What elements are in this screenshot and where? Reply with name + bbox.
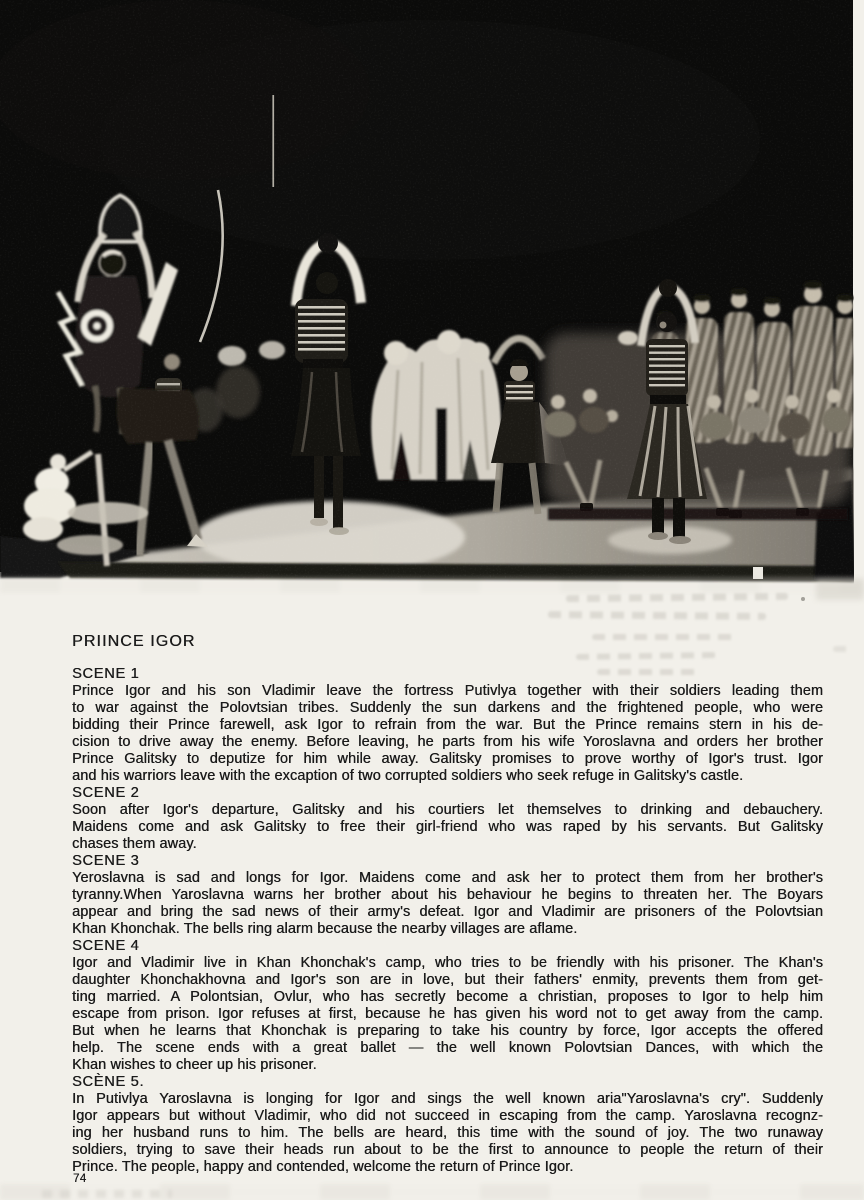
scene-line: Soon after Igor's departure, Galitsky and his courtiers let themselves to drinking and debauchery. xyxy=(72,802,823,818)
scene-section xyxy=(72,1074,823,1176)
scene-lines xyxy=(72,683,823,785)
scene-line: chases them away. xyxy=(72,836,197,852)
scene-heading: SCENE 3 xyxy=(72,853,140,869)
scene-line: Prince. The people, happy and contended, welcome the return of Prince Igor. xyxy=(72,1159,574,1175)
scan-smudge-bottom xyxy=(0,1184,864,1200)
scene-lines xyxy=(72,802,823,853)
scene-sections xyxy=(72,666,823,1176)
scene-line: Prince Galitsky to deputize for him while away. Galitsky promises to prove worthy of Igor's trust. Igor xyxy=(72,751,823,767)
scene-line: soldiers, trying to save their heads run about to be the first to announce to people the return of their xyxy=(72,1142,823,1158)
scene-line: cision to drive away the enemy. Before leaving, he parts from his wife Yoroslavna and orders her brother xyxy=(72,734,823,750)
scene-line: Yeroslavna is sad and longs for Igor. Maidens come and ask her to protect them from her brother's xyxy=(72,870,823,886)
scene-line: Maidens come and ask Galitsky to free their girl-friend who was raped by his servants. But Galitsky xyxy=(72,819,823,835)
scene-heading: SCENE 1 xyxy=(72,666,140,682)
scene-line: ing her husband runs to him. The bells are heard, this time with the sound of joy. The two runaway xyxy=(72,1125,823,1141)
scene-line: help. The scene ends with a great ballet — the well known Polovtsian Dances, with which the xyxy=(72,1040,823,1056)
scene-lines xyxy=(72,870,823,938)
scene-line: Igor appears but without Vladimir, who did not succeed in escaping from the camp. Yaroslavna recognz- xyxy=(72,1108,823,1124)
scene-line: to war against the Polovtsian tribes. Suddenly the sun darkens and the frightened people, who were xyxy=(72,700,823,716)
scene-section xyxy=(72,853,823,938)
scene-line: and his warriors leave with the excaption of two corrupted soldiers who seek refuge in Galitsky's castle. xyxy=(72,768,744,784)
scene-line: Igor and Vladimir live in Khan Khonchak's camp, who tries to be friendly with his prisoner. The Khan's xyxy=(72,955,823,971)
synopsis-text xyxy=(72,633,823,1176)
scene-heading: SCENE 2 xyxy=(72,785,140,801)
ghost-text-line xyxy=(566,593,788,602)
scene-line: But when he learns that Khonchak is preparing to take his country by force, Igor accepts the offered xyxy=(72,1023,823,1039)
ghost-text-line xyxy=(548,611,766,620)
scene-lines xyxy=(72,1091,823,1176)
scene-lines xyxy=(72,955,823,1074)
scene-line: Prince Igor and his son Vladimir leave the fortress Putivlya together with their soldiers leading them xyxy=(72,683,823,699)
production-photo xyxy=(0,0,854,584)
ink-speck xyxy=(801,597,805,601)
scene-section xyxy=(72,938,823,1074)
scene-section xyxy=(72,666,823,785)
scene-line: tyranny.When Yaroslavna warns her brother about his behaviour he begins to threaten her. The Boyars xyxy=(72,887,823,903)
scene-section xyxy=(72,785,823,853)
page-title: PRIINCE IGOR xyxy=(72,633,196,650)
scene-line: Khan Khonchak. The bells ring alarm because the nearby villages are aflame. xyxy=(72,921,578,937)
scene-line: bidding their Prince farewell, ask Igor to refrain from the war. But the Prince remains stern in his de- xyxy=(72,717,823,733)
scan-smudge-bottom-left xyxy=(42,1190,172,1198)
scene-line: In Putivlya Yaroslavna is longing for Igor and sings the well known aria"Yaroslavna's cry". Suddenly xyxy=(72,1091,823,1107)
scene-heading: SCÈNE 5. xyxy=(72,1074,145,1090)
scene-line: Khan wishes to cheer up his prisoner. xyxy=(72,1057,317,1073)
scene-line: daughter Khonchakhovna and Igor's son are in love, but their fathers' enmity, prevents them from get- xyxy=(72,972,823,988)
page-number: 74 xyxy=(73,1173,87,1185)
ghost-text-line xyxy=(833,646,853,652)
scene-line: ting married. A Polontsian, Ovlur, who has secretly become a christian, proposes to Igor to help him xyxy=(72,989,823,1005)
scene-line: escape from prison. Igor refuses at first, because he has given his word not to get away from the camp. xyxy=(72,1006,823,1022)
scene-line: appear and bring the sad news of their army's defeat. Igor and Vladimir are prisoners of the Polovtsian xyxy=(72,904,823,920)
scene-heading: SCENE 4 xyxy=(72,938,140,954)
